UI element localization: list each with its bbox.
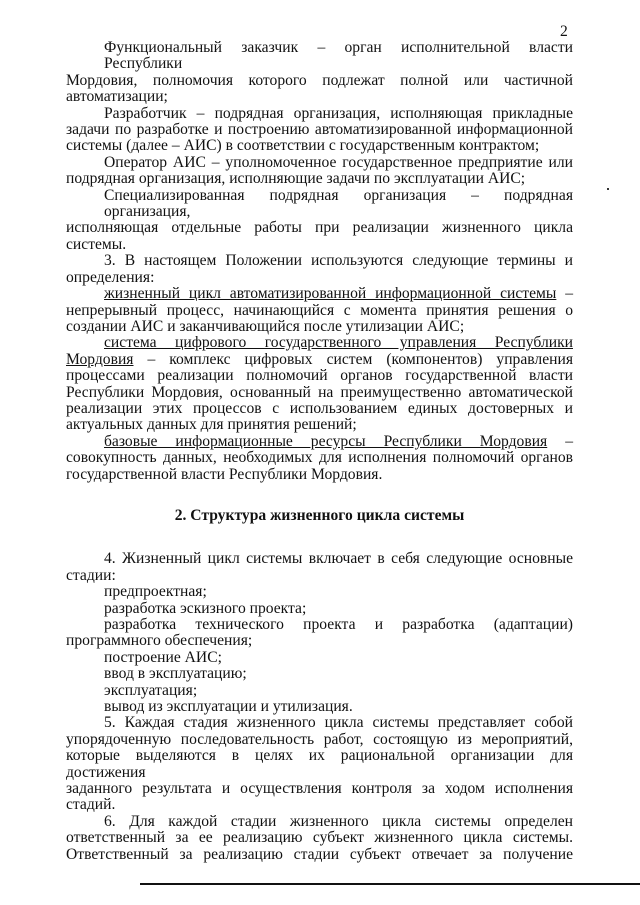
text-line: определения: bbox=[66, 268, 155, 286]
defined-term: Мордовия bbox=[66, 350, 134, 368]
defined-term: жизненный цикл автоматизированной информационной системы bbox=[104, 285, 557, 303]
text-line: 3. В настоящем Положении используются следующие термины и bbox=[104, 252, 573, 270]
text-line: создании АИС и заканчивающийся после утилизации АИС; bbox=[66, 317, 465, 335]
text-fragment: – комплекс цифровых систем (компонентов) управления bbox=[133, 350, 573, 368]
text-line: ответственный за ее реализацию субъект жизненного цикла системы. bbox=[66, 829, 573, 847]
margin-mark bbox=[607, 188, 609, 190]
footer-rule bbox=[140, 883, 640, 885]
paragraph-developer bbox=[66, 106, 573, 155]
paragraph-terms-intro bbox=[66, 253, 573, 286]
text-line: стадии: bbox=[66, 566, 116, 584]
text-fragment: – bbox=[547, 432, 573, 450]
text-line: упорядоченную последовательность работ, состоящую из мероприятий, bbox=[66, 730, 573, 748]
text-line: актуальных данных для принятия решений; bbox=[66, 416, 357, 434]
text-line: Оператор АИС – уполномоченное государственное предприятие или bbox=[104, 153, 573, 171]
text-fragment: – bbox=[556, 285, 573, 303]
list-item: эксплуатация; bbox=[104, 681, 198, 699]
text-line: Мордовия, полномочия которого подлежат полной или частичной bbox=[66, 71, 573, 89]
list-item: разработка технического проекта и разработка (адаптации) bbox=[104, 616, 573, 633]
document-body bbox=[66, 40, 573, 863]
text-line: Ответственный за реализацию стадии субъект отвечает за получение bbox=[66, 845, 573, 863]
page-number: 2 bbox=[560, 23, 568, 40]
text-line bbox=[66, 352, 573, 368]
definition-base-resources bbox=[66, 434, 573, 483]
paragraph-lifecycle-stages bbox=[66, 551, 573, 584]
text-line: исполняющая отдельные работы при реализации жизненного цикла системы. bbox=[66, 219, 573, 253]
text-line: Специализированная подрядная организация – подрядная организация, bbox=[104, 186, 573, 221]
text-line: непрерывный процесс, начинающийся с момента принятия решения о bbox=[66, 301, 573, 319]
paragraph-special-contractor bbox=[66, 188, 573, 254]
list-item: построение АИС; bbox=[104, 648, 222, 666]
list-item: разработка эскизного проекта; bbox=[104, 599, 307, 617]
list-item: вывод из эксплуатации и утилизация. bbox=[104, 698, 353, 716]
text-line: заданного результата и осуществления контроля за ходом исполнения стадий. bbox=[66, 780, 573, 814]
text-line: реализации этих процессов с использованием единых достоверных и bbox=[66, 399, 573, 417]
text-line: автоматизации; bbox=[66, 88, 168, 106]
paragraph-stage-definition bbox=[66, 715, 573, 813]
text-line: 4. Жизненный цикл системы включает в себя следующие основные bbox=[104, 550, 573, 568]
paragraph-operator bbox=[66, 155, 573, 188]
text-line: Функциональный заказчик – орган исполнительной власти Республики bbox=[104, 39, 573, 73]
paragraph-functional-customer bbox=[66, 40, 573, 106]
text-line: совокупность данных, необходимых для исполнения полномочий органов bbox=[66, 449, 573, 467]
text-line: системы (далее – АИС) в соответствии с государственным контрактом; bbox=[66, 137, 540, 155]
text-line: подрядная организация, исполняющие задачи по эксплуатации АИС; bbox=[66, 170, 526, 188]
text-line: Разработчик – подрядная организация, исполняющая прикладные bbox=[104, 104, 573, 122]
text-line: 6. Для каждой стадии жизненного цикла системы определен bbox=[104, 812, 573, 830]
text-line: задачи по разработке и построению автоматизированной информационной bbox=[66, 121, 573, 139]
section-heading: 2. Структура жизненного цикла системы bbox=[174, 506, 465, 524]
list-item: предпроектная; bbox=[104, 583, 207, 601]
text-line: 5. Каждая стадия жизненного цикла системы представляет собой bbox=[104, 714, 573, 732]
defined-term: базовые информационные ресурсы Республики Мордовия bbox=[104, 432, 548, 450]
text-line bbox=[66, 434, 573, 450]
text-line: Республики Мордовия, основанный на преимущественно автоматической bbox=[66, 383, 573, 401]
definition-lifecycle bbox=[66, 286, 573, 335]
stage-list bbox=[66, 584, 573, 715]
text-line: которые выделяются в целях их рациональной организации для достижения bbox=[66, 747, 573, 781]
text-line: процессами реализации полномочий органов государственной власти bbox=[66, 367, 573, 385]
text-line: государственной власти Республики Мордовия. bbox=[66, 465, 383, 483]
definition-digital-governance bbox=[66, 335, 573, 433]
defined-term: система цифрового государственного управления Республики bbox=[104, 334, 573, 352]
text-line: программного обеспечения; bbox=[66, 632, 253, 650]
list-item: ввод в эксплуатацию; bbox=[104, 665, 247, 683]
paragraph-responsible-subject bbox=[66, 814, 573, 863]
text-line bbox=[66, 286, 573, 302]
